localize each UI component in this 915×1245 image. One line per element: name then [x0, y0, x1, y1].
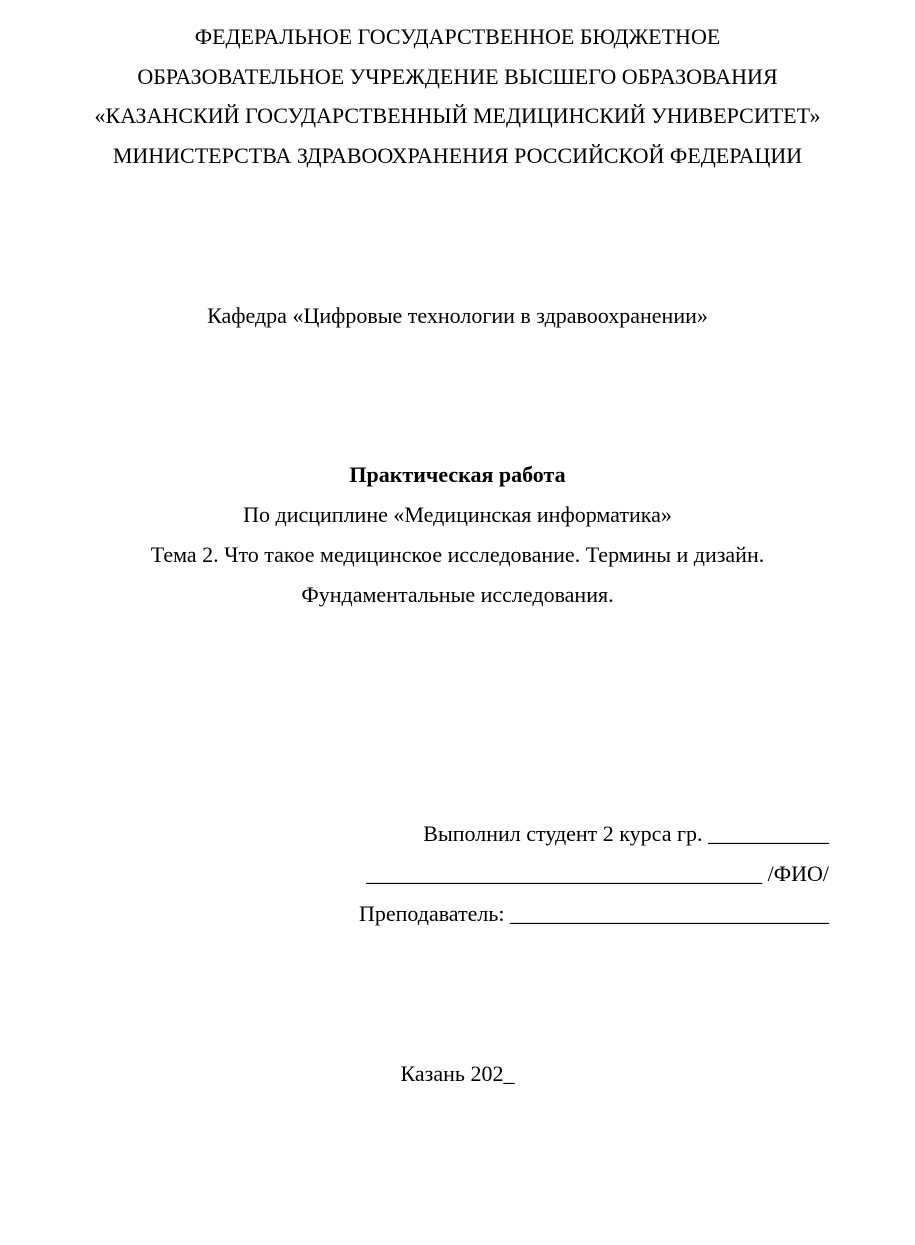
header-line-1: ФЕДЕРАЛЬНОЕ ГОСУДАРСТВЕННОЕ БЮДЖЕТНОЕ: [194, 24, 721, 49]
student-line: Выполнил студент 2 курса гр. ___________: [423, 821, 829, 846]
teacher-line: Преподаватель: _____________________________: [358, 901, 829, 926]
header-line-2: ОБРАЗОВАТЕЛЬНОЕ УЧРЕЖДЕНИЕ ВЫСШЕГО ОБРАЗОВАНИЯ: [137, 64, 778, 89]
fio-line: ____________________________________ /ФИО/: [366, 861, 829, 886]
department-name: Кафедра «Цифровые технологии в здравоохранении»: [207, 303, 708, 328]
topic-line-1: Тема 2. Что такое медицинское исследование. Термины и дизайн.: [150, 542, 765, 567]
work-title: Практическая работа: [349, 462, 566, 487]
discipline-line: По дисциплине «Медицинская информатика»: [243, 502, 672, 527]
city-year: Казань 202_: [400, 1061, 515, 1086]
topic-line-2: Фундаментальные исследования.: [301, 582, 614, 607]
header-line-4: МИНИСТЕРСТВА ЗДРАВООХРАНЕНИЯ РОССИЙСКОЙ ФЕДЕРАЦИИ: [112, 143, 803, 168]
header-line-3: «КАЗАНСКИЙ ГОСУДАРСТВЕННЫЙ МЕДИЦИНСКИЙ УНИВЕРСИТЕТ»: [94, 103, 821, 128]
